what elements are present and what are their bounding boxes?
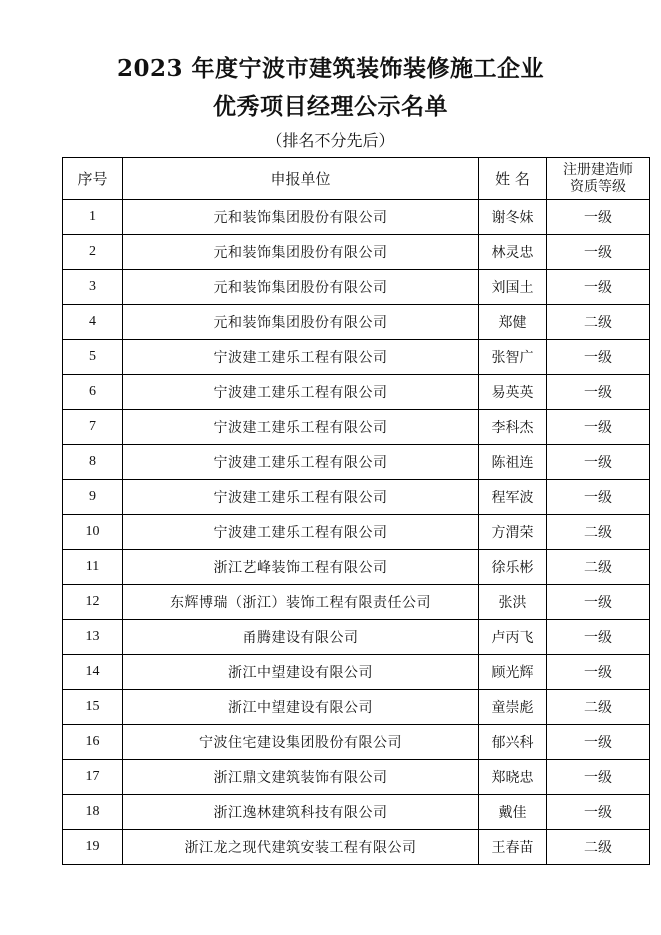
name-cell: 方渭荣 bbox=[479, 515, 547, 550]
table-row bbox=[63, 445, 650, 480]
table-header-row bbox=[63, 158, 650, 200]
unit-cell: 浙江中望建设有限公司 bbox=[123, 655, 479, 690]
name-cell: 郑晓忠 bbox=[479, 760, 547, 795]
table-row bbox=[63, 795, 650, 830]
table-row bbox=[63, 585, 650, 620]
name-cell: 谢冬妹 bbox=[479, 200, 547, 235]
seq-cell: 17 bbox=[63, 760, 123, 795]
name-cell: 王春苗 bbox=[479, 830, 547, 865]
level-cell: 一级 bbox=[547, 200, 650, 235]
seq-cell: 5 bbox=[63, 340, 123, 375]
name-cell: 林灵忠 bbox=[479, 235, 547, 270]
level-cell: 一级 bbox=[547, 725, 650, 760]
level-cell: 一级 bbox=[547, 480, 650, 515]
unit-cell: 元和装饰集团股份有限公司 bbox=[123, 305, 479, 340]
seq-cell: 3 bbox=[63, 270, 123, 305]
unit-cell: 宁波建工建乐工程有限公司 bbox=[123, 480, 479, 515]
name-cell: 郑健 bbox=[479, 305, 547, 340]
seq-cell: 1 bbox=[63, 200, 123, 235]
seq-cell: 18 bbox=[63, 795, 123, 830]
level-cell: 一级 bbox=[547, 795, 650, 830]
table-row bbox=[63, 760, 650, 795]
unit-cell: 宁波建工建乐工程有限公司 bbox=[123, 445, 479, 480]
name-cell: 顾光辉 bbox=[479, 655, 547, 690]
table-row bbox=[63, 270, 650, 305]
header-level-line2: 资质等级 bbox=[570, 178, 626, 195]
table-row bbox=[63, 305, 650, 340]
level-cell: 一级 bbox=[547, 585, 650, 620]
unit-cell: 元和装饰集团股份有限公司 bbox=[123, 235, 479, 270]
document-title-line2: 优秀项目经理公示名单 bbox=[213, 93, 448, 120]
seq-cell: 9 bbox=[63, 480, 123, 515]
unit-cell: 浙江鼎文建筑装饰有限公司 bbox=[123, 760, 479, 795]
level-cell: 一级 bbox=[547, 620, 650, 655]
name-cell: 张洪 bbox=[479, 585, 547, 620]
header-unit: 申报单位 bbox=[123, 158, 479, 200]
seq-cell: 8 bbox=[63, 445, 123, 480]
table-row bbox=[63, 200, 650, 235]
seq-cell: 15 bbox=[63, 690, 123, 725]
level-cell: 一级 bbox=[547, 760, 650, 795]
name-cell: 刘国土 bbox=[479, 270, 547, 305]
level-cell: 二级 bbox=[547, 550, 650, 585]
unit-cell: 甬腾建设有限公司 bbox=[123, 620, 479, 655]
level-cell: 一级 bbox=[547, 340, 650, 375]
level-cell: 一级 bbox=[547, 235, 650, 270]
seq-cell: 13 bbox=[63, 620, 123, 655]
document-subtitle: （排名不分先后） bbox=[266, 131, 395, 150]
level-cell: 一级 bbox=[547, 445, 650, 480]
level-cell: 一级 bbox=[547, 270, 650, 305]
level-cell: 二级 bbox=[547, 305, 650, 340]
table-row bbox=[63, 340, 650, 375]
table-row bbox=[63, 235, 650, 270]
document-title-line1: 2023 年度宁波市建筑装饰装修施工企业 bbox=[116, 55, 545, 82]
header-seq: 序号 bbox=[63, 158, 123, 200]
name-cell: 李科杰 bbox=[479, 410, 547, 445]
seq-cell: 11 bbox=[63, 550, 123, 585]
name-cell: 童崇彪 bbox=[479, 690, 547, 725]
level-cell: 一级 bbox=[547, 655, 650, 690]
name-cell: 戴佳 bbox=[479, 795, 547, 830]
unit-cell: 宁波建工建乐工程有限公司 bbox=[123, 375, 479, 410]
name-cell: 易英英 bbox=[479, 375, 547, 410]
name-cell: 卢丙飞 bbox=[479, 620, 547, 655]
unit-cell: 浙江龙之现代建筑安装工程有限公司 bbox=[123, 830, 479, 865]
table-row bbox=[63, 550, 650, 585]
header-level-line1: 注册建造师 bbox=[563, 161, 633, 178]
name-cell: 徐乐彬 bbox=[479, 550, 547, 585]
name-cell: 陈祖连 bbox=[479, 445, 547, 480]
seq-cell: 16 bbox=[63, 725, 123, 760]
seq-cell: 19 bbox=[63, 830, 123, 865]
seq-cell: 7 bbox=[63, 410, 123, 445]
unit-cell: 浙江艺峰装饰工程有限公司 bbox=[123, 550, 479, 585]
unit-cell: 浙江逸林建筑科技有限公司 bbox=[123, 795, 479, 830]
unit-cell: 宁波建工建乐工程有限公司 bbox=[123, 410, 479, 445]
level-cell: 一级 bbox=[547, 375, 650, 410]
level-cell: 二级 bbox=[547, 830, 650, 865]
header-level bbox=[547, 158, 650, 200]
level-cell: 二级 bbox=[547, 515, 650, 550]
seq-cell: 12 bbox=[63, 585, 123, 620]
table-row bbox=[63, 655, 650, 690]
table-row bbox=[63, 480, 650, 515]
unit-cell: 宁波建工建乐工程有限公司 bbox=[123, 515, 479, 550]
unit-cell: 元和装饰集团股份有限公司 bbox=[123, 270, 479, 305]
header-name: 姓 名 bbox=[479, 158, 547, 200]
unit-cell: 东辉博瑞（浙江）装饰工程有限责任公司 bbox=[123, 585, 479, 620]
table-row bbox=[63, 515, 650, 550]
seq-cell: 4 bbox=[63, 305, 123, 340]
unit-cell: 宁波建工建乐工程有限公司 bbox=[123, 340, 479, 375]
table-row bbox=[63, 690, 650, 725]
seq-cell: 10 bbox=[63, 515, 123, 550]
seq-cell: 2 bbox=[63, 235, 123, 270]
name-cell: 郁兴科 bbox=[479, 725, 547, 760]
level-cell: 二级 bbox=[547, 690, 650, 725]
unit-cell: 元和装饰集团股份有限公司 bbox=[123, 200, 479, 235]
level-cell: 一级 bbox=[547, 410, 650, 445]
name-cell: 程军波 bbox=[479, 480, 547, 515]
manager-list-table bbox=[62, 157, 650, 865]
unit-cell: 宁波住宅建设集团股份有限公司 bbox=[123, 725, 479, 760]
name-cell: 张智广 bbox=[479, 340, 547, 375]
seq-cell: 6 bbox=[63, 375, 123, 410]
table-row bbox=[63, 620, 650, 655]
table-row bbox=[63, 830, 650, 865]
unit-cell: 浙江中望建设有限公司 bbox=[123, 690, 479, 725]
table-row bbox=[63, 725, 650, 760]
table-body bbox=[63, 200, 650, 865]
seq-cell: 14 bbox=[63, 655, 123, 690]
table-row bbox=[63, 410, 650, 445]
table-row bbox=[63, 375, 650, 410]
